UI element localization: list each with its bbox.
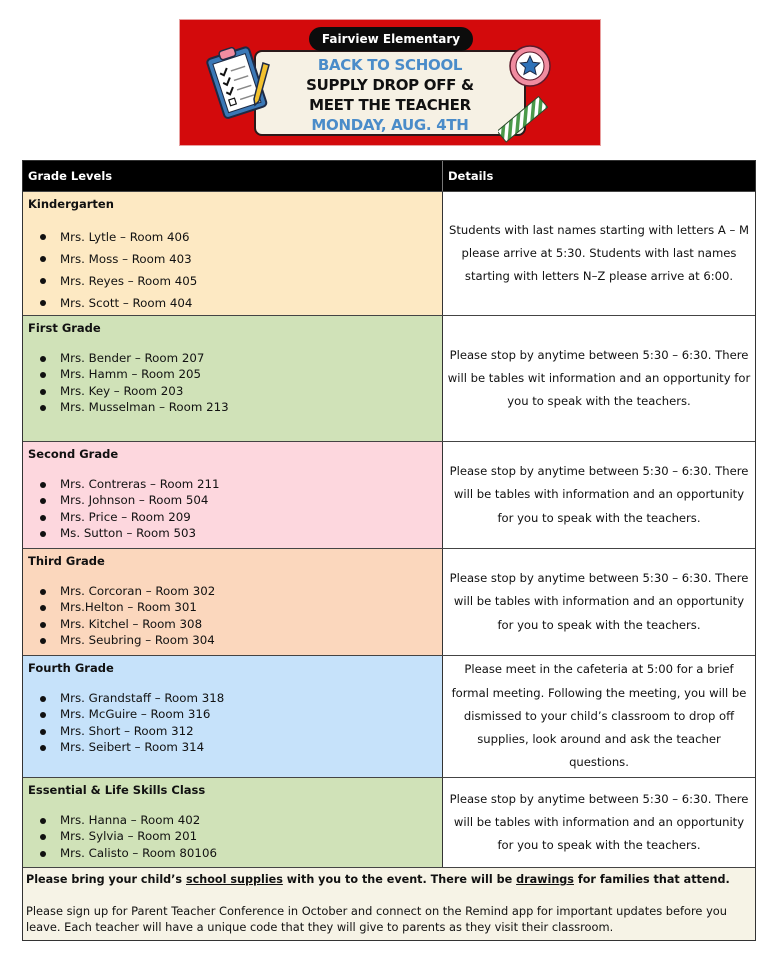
list-item: Mrs. Key – Room 203 [28, 383, 437, 399]
headline-meet-the-teacher: MEET THE TEACHER [309, 96, 471, 114]
teacher-list [28, 583, 437, 648]
supplies-note-text: Please bring your child’s [26, 873, 186, 886]
list-item: Mrs. Lytle – Room 406 [28, 226, 437, 248]
grade-cell [23, 778, 443, 867]
grade-title: First Grade [28, 321, 101, 335]
table-row [23, 655, 755, 777]
drawings-underlined: drawings [516, 873, 574, 886]
list-item: Mrs. Price – Room 209 [28, 509, 437, 525]
school-supplies-underlined: school supplies [185, 873, 283, 886]
list-item: Mrs. Seibert – Room 314 [28, 739, 437, 755]
table-row [23, 441, 755, 548]
list-item: Mrs. Seubring – Room 304 [28, 632, 437, 648]
details-cell: Please stop by anytime between 5:30 – 6:30. There will be tables with information and an opportunity for you to speak with the teachers. [443, 442, 755, 548]
list-item: Mrs. Moss – Room 403 [28, 248, 437, 270]
event-banner [179, 19, 601, 146]
header-grade-levels: Grade Levels [23, 161, 443, 191]
grade-title: Fourth Grade [28, 661, 114, 675]
grade-title: Essential & Life Skills Class [28, 783, 206, 797]
list-item: Mrs. Musselman – Room 213 [28, 399, 437, 415]
list-item: Mrs.Helton – Room 301 [28, 599, 437, 615]
list-item: Mrs. Kitchel – Room 308 [28, 616, 437, 632]
table-header [23, 161, 755, 191]
school-name: Fairview Elementary [309, 27, 473, 51]
list-item: Mrs. McGuire – Room 316 [28, 706, 437, 722]
table-row [23, 548, 755, 655]
list-item: Mrs. Reyes – Room 405 [28, 270, 437, 292]
clipboard-checklist-icon [205, 41, 277, 123]
grade-cell [23, 656, 443, 777]
list-item: Ms. Sutton – Room 503 [28, 525, 437, 541]
grade-cell [23, 442, 443, 548]
list-item: Mrs. Short – Room 312 [28, 723, 437, 739]
grade-cell [23, 549, 443, 655]
star-badge-icon [508, 44, 552, 88]
list-item: Mrs. Hanna – Room 402 [28, 812, 437, 828]
supplies-note [26, 872, 752, 888]
list-item: Mrs. Sylvia – Room 201 [28, 828, 437, 844]
teacher-list [28, 690, 437, 755]
grade-title: Third Grade [28, 554, 105, 568]
grade-title: Second Grade [28, 447, 119, 461]
list-item: Mrs. Contreras – Room 211 [28, 476, 437, 492]
teacher-list [28, 476, 437, 541]
grade-title: Kindergarten [28, 197, 114, 211]
headline-back-to-school: BACK TO SCHOOL [317, 56, 463, 74]
list-item: Mrs. Hamm – Room 205 [28, 366, 437, 382]
list-item: Mrs. Calisto – Room 80106 [28, 845, 437, 861]
list-item: Mrs. Johnson – Room 504 [28, 492, 437, 508]
teacher-list [28, 226, 437, 314]
details-cell: Please stop by anytime between 5:30 – 6:30. There will be tables with information and an opportunity for you to speak with the teachers. [443, 549, 755, 655]
conference-note: Please sign up for Parent Teacher Conference in October and connect on the Remind app for important updates before you leave. Each teacher will have a unique code that they will give to parents as they visit their classroom. [26, 904, 727, 934]
grade-cell [23, 192, 443, 315]
teacher-list [28, 350, 437, 415]
header-details: Details [448, 169, 494, 183]
teacher-list [28, 812, 437, 861]
list-item: Mrs. Scott – Room 404 [28, 292, 437, 314]
footer-notes [23, 867, 755, 940]
details-cell: Please stop by anytime between 5:30 – 6:30. There will be tables wit information and an opportunity for you to speak with the teachers. [443, 316, 755, 441]
supplies-note-text: with you to the event. There will be [282, 873, 517, 886]
washi-tape-icon [498, 96, 548, 144]
details-cell: Please meet in the cafeteria at 5:00 for a brief formal meeting. Following the meeting, you will be dismissed to your child’s classroom to drop off supplies, look around and ask the teacher questions. [443, 656, 755, 777]
headline-date: MONDAY, AUG. 4TH [311, 116, 469, 134]
list-item: Mrs. Bender – Room 207 [28, 350, 437, 366]
banner-headline [254, 55, 526, 135]
list-item: Mrs. Corcoran – Room 302 [28, 583, 437, 599]
details-cell: Students with last names starting with letters A – M please arrive at 5:30. Students with last names starting with letters N–Z please arrive at 6:00. [443, 192, 755, 315]
table-row [23, 777, 755, 867]
list-item: Mrs. Grandstaff – Room 318 [28, 690, 437, 706]
grade-cell [23, 316, 443, 441]
details-cell: Please stop by anytime between 5:30 – 6:30. There will be tables with information and an opportunity for you to speak with the teachers. [443, 778, 755, 867]
supplies-note-text: for families that attend. [573, 873, 730, 886]
grade-levels-table [22, 160, 756, 941]
table-row [23, 315, 755, 441]
headline-supply-drop-off: SUPPLY DROP OFF & [306, 76, 474, 94]
table-row [23, 191, 755, 315]
